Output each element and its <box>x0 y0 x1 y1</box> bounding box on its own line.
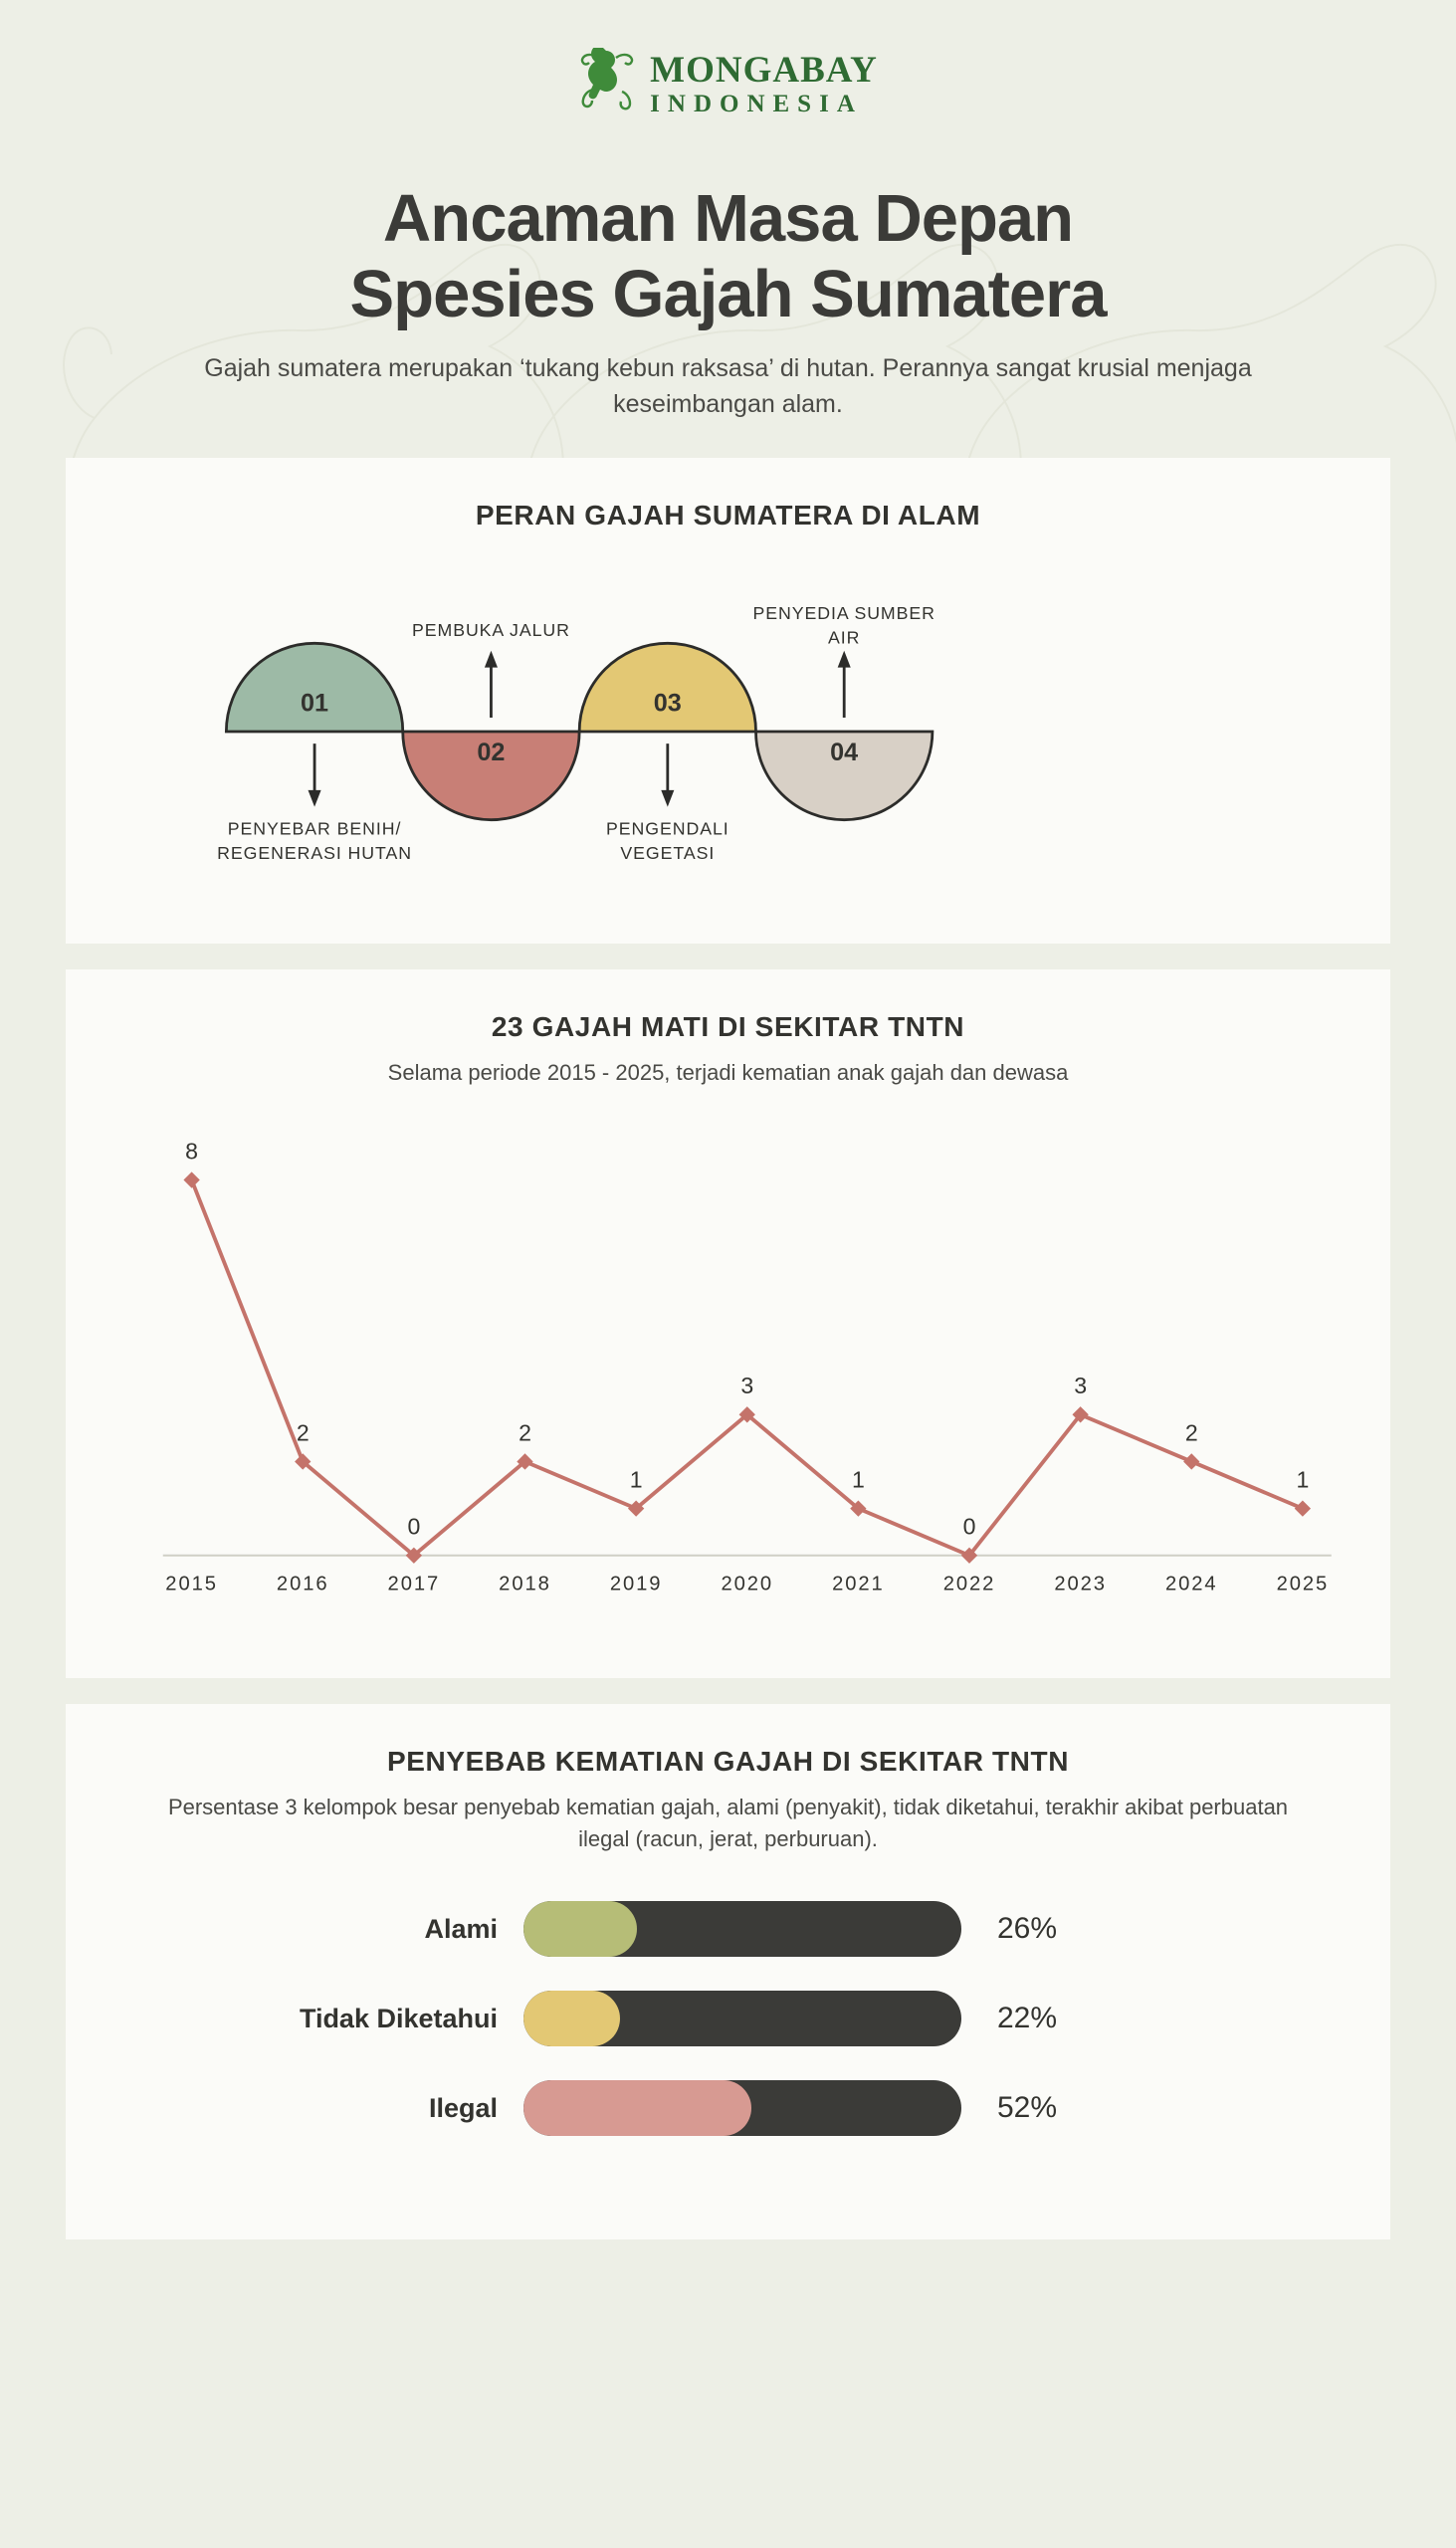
site-logo <box>0 0 1456 119</box>
roles-title: PERAN GAJAH SUMATERA DI ALAM <box>475 500 981 531</box>
role-item-01 <box>217 644 412 864</box>
role-number-03: 03 <box>653 689 682 718</box>
bar-track <box>523 2080 961 2136</box>
data-point <box>183 1172 199 1188</box>
data-label: 8 <box>185 1138 199 1165</box>
x-tick-label: 2022 <box>942 1573 996 1595</box>
role-item-02 <box>403 620 579 820</box>
svg-text:VEGETASI: VEGETASI <box>620 843 716 864</box>
causes-subtitle: Persentase 3 kelompok besar penyebab kematian gajah, alami (penyakit), tidak diketahui, terakhir akibat perbuatan ilegal (racun, jerat, perburuan). <box>167 1795 1289 1852</box>
roles-svg <box>105 567 1351 896</box>
roles-diagram <box>105 567 1351 896</box>
bar-fill <box>523 2080 751 2136</box>
page-title-line-2: Spesies Gajah Sumatera <box>349 256 1107 331</box>
page-title <box>90 181 1366 331</box>
role-label-04: PENYEDIA SUMBER <box>752 603 936 624</box>
role-label-02: PEMBUKA JALUR <box>412 620 570 641</box>
x-tick-label: 2018 <box>499 1573 551 1595</box>
role-number-02: 02 <box>477 739 506 767</box>
data-label: 3 <box>1074 1373 1088 1399</box>
role-label-03: PENGENDALI <box>606 819 729 840</box>
deaths-title: 23 GAJAH MATI DI SEKITAR TNTN <box>491 1011 965 1043</box>
bar-value: 22% <box>997 2002 1058 2035</box>
causes-title: PENYEBAB KEMATIAN GAJAH DI SEKITAR TNTN <box>386 1746 1070 1778</box>
x-tick-label: 2021 <box>832 1573 885 1595</box>
x-tick-label: 2019 <box>609 1573 663 1595</box>
deaths-line-chart <box>105 1113 1351 1630</box>
bar-row <box>105 1901 1351 1957</box>
data-label: 3 <box>740 1373 754 1399</box>
hero-section <box>0 119 1456 422</box>
role-item-04 <box>753 603 936 820</box>
svg-text:REGENERASI HUTAN: REGENERASI HUTAN <box>217 843 412 864</box>
x-tick-label: 2017 <box>387 1573 441 1595</box>
deaths-subtitle: Selama periode 2015 - 2025, terjadi kematian anak gajah dan dewasa <box>387 1060 1069 1086</box>
x-tick-label: 2024 <box>1164 1573 1218 1595</box>
role-label-01: PENYEBAR BENIH/ <box>227 819 402 840</box>
data-label: 0 <box>962 1513 976 1540</box>
role-number-04: 04 <box>830 739 859 767</box>
bar-track <box>523 1991 961 2046</box>
page-title-line-1: Ancaman Masa Depan <box>382 181 1074 256</box>
causes-card <box>66 1704 1390 2239</box>
x-tick-label: 2016 <box>276 1573 329 1595</box>
x-tick-label: 2023 <box>1054 1573 1107 1595</box>
data-label: 1 <box>1296 1466 1310 1493</box>
bar-value: 52% <box>997 2091 1058 2125</box>
svg-text:AIR: AIR <box>828 627 861 648</box>
data-point <box>1295 1501 1311 1517</box>
bar-fill <box>523 1901 637 1957</box>
data-label: 2 <box>519 1419 531 1446</box>
bar-fill <box>523 1991 620 2046</box>
bar-label: Tidak Diketahui <box>299 2003 498 2033</box>
deaths-card <box>66 969 1390 1678</box>
logo-subtitle: INDONESIA <box>650 90 863 117</box>
x-tick-label: 2015 <box>165 1573 218 1595</box>
bar-track <box>523 1901 961 1957</box>
bar-label: Ilegal <box>428 2092 498 2123</box>
causes-bar-chart <box>105 1901 1351 2136</box>
x-tick-label: 2020 <box>721 1573 774 1595</box>
roles-card <box>66 458 1390 944</box>
deaths-line-chart-svg <box>105 1113 1351 1630</box>
bar-row <box>105 1991 1351 2046</box>
role-number-01: 01 <box>301 689 329 718</box>
bar-value: 26% <box>997 1912 1058 1946</box>
data-label: 2 <box>1184 1419 1198 1446</box>
logo-title: MONGABAY <box>650 49 878 91</box>
data-label: 1 <box>851 1466 865 1493</box>
data-label: 2 <box>296 1419 310 1446</box>
page-subtitle: Gajah sumatera merupakan ‘tukang kebun raksasa’ di hutan. Perannya sangat krusial menjaga keseimbangan alam. <box>204 354 1252 418</box>
x-tick-label: 2025 <box>1276 1573 1330 1595</box>
bar-label: Alami <box>424 1913 498 1944</box>
gecko-icon <box>578 48 636 119</box>
bar-row <box>105 2080 1351 2136</box>
data-point <box>1183 1454 1199 1470</box>
role-item-03 <box>579 644 755 864</box>
data-label: 1 <box>629 1466 643 1493</box>
line-series <box>192 1180 1303 1556</box>
data-label: 0 <box>407 1513 421 1540</box>
